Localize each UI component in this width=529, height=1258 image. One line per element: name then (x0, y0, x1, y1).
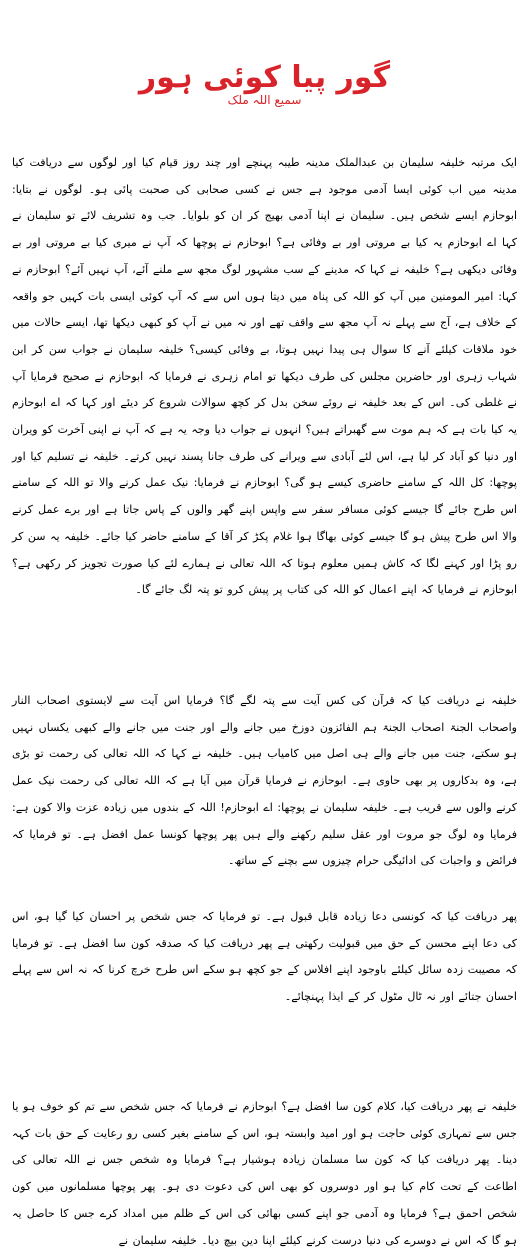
article-paragraph: خلیفہ نے دریافت کیا کہ قرآن کی کس آیت سے پتہ لگے گا؟ فرمایا اس آیت سے لایستوی اصحاب النار واصحاب الجنۃ اصحاب الجنۃ ہم الفائزون دوزخ میں جانے والے اور جنت میں جانے والے کبھی یکساں نہیں ہو سکتے، جنت میں جانے والے ہی اصل میں کامیاب ہیں۔ خلیفہ نے کہا کہ اللہ تعالی کی رحمت تو بڑی ہے، وہ بدکاروں پر بھی حاوی ہے۔ ابوحازم نے فرمایا قرآن میں آیا ہے کہ اللہ تعالی کی رحمت نیک عمل کرنے والوں سے قریب ہے۔ خلیفہ سلیمان نے پوچھا: اے ابوحازم! اللہ کے بندوں میں زیادہ عزت والا کون ہے: فرمایا وہ لوگ جو مروت اور عقل سلیم رکھنے والے ہیں پھر پوچھا کونسا عمل افضل ہے۔ تو فرمایا کہ فرائض و واجبات کی ادائیگی حرام چیزوں سے بچنے کے ساتھ۔ (12, 694, 517, 868)
article-paragraph: پھر دریافت کیا کہ کونسی دعا زیادہ قابل قبول ہے۔ تو فرمایا کہ جس شخص پر احسان کیا گیا ہو، اس کی دعا اپنے محسن کے حق میں قبولیت رکھتی ہے پھر دریافت کیا کہ صدقہ کون سا افضل ہے۔ تو فرمایا کہ مصیبت زدہ سائل کیلئے باوجود اپنے افلاس کے جو کچھ ہو سکے اس طرح خرچ کرنا کہ نہ اس سے پہلے احسان جتائے اور نہ ٹال مٹول کر کے ایذا پہنچائے۔ (12, 910, 517, 1004)
article-paragraph: ایک مرتبہ خلیفہ سلیمان بن عبدالملک مدینہ طیبہ پہنچے اور چند روز قیام کیا اور لوگوں سے دریافت کیا مدینہ میں اب کوئی ایسا آدمی موجود ہے جس نے کسی صحابی کی صحبت پائی ہو۔ لوگوں نے بتایا: ابوحازم ایسے شخص ہیں۔ سلیمان نے اپنا آدمی بھیج کر ان کو بلوایا۔ جب وہ تشریف لائے تو سلیمان نے کہا اے ابوحازم یہ کیا بے مروتی اور بے وفائی ہے؟ ابوحازم نے پوچھا کہ آپ نے میری کیا بے مروتی اور بے وفائی دیکھی ہے؟ خلیفہ نے کہا کہ مدینے کے سب مشہور لوگ مجھ سے ملنے آئے، آپ نہیں آئے؟ ابوحازم نے کہا: امیر المومنین میں آپ کو اللہ کی پناہ میں دیتا ہوں اس سے کہ آپ کوئی ایسی بات کہیں جو واقعہ کے خلاف ہے، آج سے پہلے نہ آپ مجھ سے واقف تھے اور نہ میں نے آپ کو کبھی دیکھا تھا، ایسے حالات میں خود ملاقات کیلئے آنے کا سوال ہی پیدا نہیں ہوتا، بے وفائی کیسی؟ خلیفہ سلیمان نے جواب سن کر ابن شہاب زہری اور حاضرین مجلس کی طرف دیکھا تو امام زہری نے فرمایا کہ ابوحازم نے صحیح فرمایا آپ نے غلطی کی۔ اس کے بعد خلیفہ نے روئے سخن بدل کر کچھ سوالات شروع کر دیئے اور کہا کہ اے ابوحازم یہ کیا بات ہے کہ ہم موت سے گھبراتے ہیں؟ انہوں نے جواب دیا وجہ یہ ہے کہ آپ نے اپنی آخرت کو ویران اور دنیا کو آباد کر لیا ہے، اس لئے آبادی سے ویرانے کی طرف جانا پسند نہیں کرتے۔ خلیفہ نے تسلیم کیا اور پوچھا: کل اللہ کے سامنے حاضری کیسے ہو گی؟ ابوحازم نے فرمایا: نیک عمل کرنے والا تو اللہ کے سامنے اس طرح جائے گا جیسے کوئی مسافر سفر سے واپس اپنے گھر والوں کے پاس جاتا ہے اور برے عمل کرنے والا اس طرح پیش ہو گا جیسے کوئی بھاگا ہوا غلام پکڑ کر آقا کے سامنے حاضر کیا جائے۔ خلیفہ یہ سن کر رو پڑا اور کہنے لگا کہ کاش ہمیں معلوم ہوتا کہ اللہ تعالی نے ہمارے لئے کیا صورت تجویز کر رکھی ہے؟ ابوحازم نے فرمایا کہ اپنے اعمال کو اللہ کی کتاب پر پیش کرو تو پتہ لگ جائے گا۔ (12, 156, 517, 597)
article-paragraph: خلیفہ نے پھر دریافت کیا، کلام کون سا افضل ہے؟ ابوحازم نے فرمایا کہ جس شخص سے تم کو خوف ہو یا جس سے تمہاری کوئی حاجت ہو اور امید وابستہ ہو، اس کے سامنے بغیر کسی رو رعایت کے حق بات کہہ دینا۔ پھر دریافت کیا کہ کون سا مسلمان زیادہ ہوشیار ہے؟ فرمایا وہ شخص جس نے اللہ تعالی کی اطاعت کے تحت کام کیا ہو اور دوسروں کو بھی اس کی دعوت دی ہو۔ پھر پوچھا مسلمانوں میں کون شخص احمق ہے؟ فرمایا وہ آدمی جو اپنے کسی بھائی کی اس کے ظلم میں امداد کرے جس کا حاصل یہ ہو گا کہ اس نے دوسرے کی دنیا درست کرنے کیلئے اپنا دین بیچ دیا۔ خلیفہ سلیمان نے (12, 1100, 517, 1247)
article-title: گور پیا کوئی ہور (138, 60, 391, 96)
author-byline: سمیع اللہ ملک (227, 93, 302, 107)
article-body (12, 150, 517, 1247)
